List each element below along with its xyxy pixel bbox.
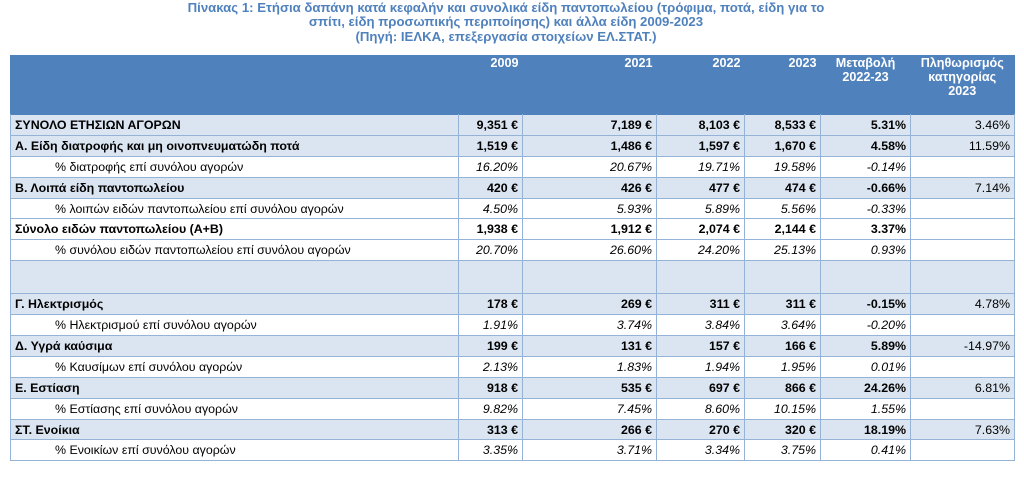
row-label: Δ. Υγρά καύσιμα [11, 336, 459, 357]
cell-inflation [911, 240, 1015, 261]
cell-2022: 8.60% [657, 398, 745, 419]
table-row-fuels [11, 336, 1015, 357]
row-label: ΣΥΝΟΛΟ ΕΤΗΣΙΩΝ ΑΓΟΡΩΝ [11, 115, 459, 136]
cell-2009: 3.35% [459, 440, 523, 461]
row-label: % διατροφής επί συνόλου αγορών [11, 156, 459, 177]
cell-inflation [911, 398, 1015, 419]
cell-2009: 178 € [459, 294, 523, 315]
table-row-dining-share [11, 398, 1015, 419]
table-row-food-share [11, 156, 1015, 177]
row-label: % Καυσίμων επί συνόλου αγορών [11, 356, 459, 377]
cell-inflation [911, 156, 1015, 177]
table-row-food [11, 135, 1015, 156]
cell-2009: 420 € [459, 177, 523, 198]
caption-line-1: Πίνακας 1: Ετήσια δαπάνη κατά κεφαλήν και συνολικά είδη παντοπωλείου (τρόφιμα, ποτά, είδη για το [187, 0, 825, 15]
cell-2023: 19.58% [745, 156, 821, 177]
cell-2009: 918 € [459, 377, 523, 398]
cell-2009: 20.70% [459, 240, 523, 261]
cell-2023: 25.13% [745, 240, 821, 261]
cell-2021: 266 € [523, 419, 657, 440]
header-label [11, 56, 459, 115]
header-change [821, 56, 911, 115]
table-spacer-row [11, 261, 1015, 294]
cell-change: 0.93% [821, 240, 911, 261]
cell-2022: 24.20% [657, 240, 745, 261]
cell-2023: 1.95% [745, 356, 821, 377]
cell-2022: 477 € [657, 177, 745, 198]
cell-2022: 5.89% [657, 198, 745, 219]
cell-change: 1.55% [821, 398, 911, 419]
cell-2021: 26.60% [523, 240, 657, 261]
header-2021: 2021 [523, 56, 657, 115]
row-label: ΣΤ. Ενοίκια [11, 419, 459, 440]
cell-2022: 19.71% [657, 156, 745, 177]
cell-change: -0.14% [821, 156, 911, 177]
table-caption [0, 0, 1018, 44]
cell-2021: 3.74% [523, 315, 657, 336]
cell-2009: 199 € [459, 336, 523, 357]
spacer-cell [459, 261, 523, 294]
table-row-other-grocery [11, 177, 1015, 198]
cell-2021: 535 € [523, 377, 657, 398]
cell-change: 0.41% [821, 440, 911, 461]
row-label: % συνόλου ειδών παντοπωλείου επί συνόλου αγορών [11, 240, 459, 261]
cell-change: 5.31% [821, 115, 911, 136]
cell-2022: 3.34% [657, 440, 745, 461]
table-row-fuels-share [11, 356, 1015, 377]
table-row-dining [11, 377, 1015, 398]
cell-2022: 8,103 € [657, 115, 745, 136]
row-label: % Εστίασης επί συνόλου αγορών [11, 398, 459, 419]
table-row-grocery-total [11, 219, 1015, 240]
table-row-rent-share [11, 440, 1015, 461]
header-change-line-1: Μεταβολή [835, 56, 896, 70]
cell-change: 24.26% [821, 377, 911, 398]
caption-line-2: σπίτι, είδη προσωπικής περιποίησης) και άλλα είδη 2009-2023 [308, 14, 704, 30]
cell-inflation: -14.97% [911, 336, 1015, 357]
cell-2023: 3.64% [745, 315, 821, 336]
table-row-electricity-share [11, 315, 1015, 336]
cell-2009: 4.50% [459, 198, 523, 219]
spacer-cell [657, 261, 745, 294]
cell-inflation: 4.78% [911, 294, 1015, 315]
cell-2022: 157 € [657, 336, 745, 357]
cell-2021: 7,189 € [523, 115, 657, 136]
header-inflation-line-1: Πληθωρισμός [920, 56, 1004, 70]
table-row-other-grocery-share [11, 198, 1015, 219]
cell-change: -0.20% [821, 315, 911, 336]
cell-2009: 313 € [459, 419, 523, 440]
cell-inflation [911, 356, 1015, 377]
cell-change: -0.15% [821, 294, 911, 315]
cell-change: 18.19% [821, 419, 911, 440]
header-inflation [911, 56, 1015, 115]
cell-inflation [911, 440, 1015, 461]
cell-2022: 2,074 € [657, 219, 745, 240]
cell-inflation [911, 219, 1015, 240]
header-inflation-line-2: κατηγορίας [928, 70, 997, 84]
cell-2022: 270 € [657, 419, 745, 440]
cell-2009: 1.91% [459, 315, 523, 336]
cell-2021: 131 € [523, 336, 657, 357]
cell-2009: 16.20% [459, 156, 523, 177]
cell-inflation: 3.46% [911, 115, 1015, 136]
table-row-total-purchases [11, 115, 1015, 136]
header-inflation-line-3: 2023 [948, 84, 977, 98]
row-label: Α. Είδη διατροφής και μη οινοπνευματώδη ποτά [11, 135, 459, 156]
cell-inflation [911, 315, 1015, 336]
header-2009: 2009 [459, 56, 523, 115]
cell-change: 5.89% [821, 336, 911, 357]
header-change-line-2: 2022-23 [842, 70, 889, 84]
cell-2021: 1,912 € [523, 219, 657, 240]
row-label: Σύνολο ειδών παντοπωλείου (Α+Β) [11, 219, 459, 240]
row-label: Γ. Ηλεκτρισμός [11, 294, 459, 315]
cell-2009: 9.82% [459, 398, 523, 419]
spacer-cell [745, 261, 821, 294]
cell-inflation [911, 198, 1015, 219]
cell-inflation: 7.63% [911, 419, 1015, 440]
cell-2023: 2,144 € [745, 219, 821, 240]
cell-change: -0.66% [821, 177, 911, 198]
cell-inflation: 11.59% [911, 135, 1015, 156]
cell-2021: 1.83% [523, 356, 657, 377]
cell-2021: 1,486 € [523, 135, 657, 156]
row-label: % Ενοικίων επί συνόλου αγορών [11, 440, 459, 461]
cell-change: -0.33% [821, 198, 911, 219]
cell-change: 4.58% [821, 135, 911, 156]
header-2022: 2022 [657, 56, 745, 115]
cell-2021: 426 € [523, 177, 657, 198]
cell-2022: 1,597 € [657, 135, 745, 156]
cell-change: 0.01% [821, 356, 911, 377]
cell-2022: 311 € [657, 294, 745, 315]
spacer-cell [11, 261, 459, 294]
cell-inflation: 6.81% [911, 377, 1015, 398]
caption-line-3: (Πηγή: ΙΕΛΚΑ, επεξεργασία στοιχείων ΕΛ.ΣΤΑΤ.) [355, 28, 657, 44]
cell-2023: 8,533 € [745, 115, 821, 136]
cell-2021: 7.45% [523, 398, 657, 419]
expenditure-table [10, 55, 1015, 461]
spacer-cell [911, 261, 1015, 294]
cell-change: 3.37% [821, 219, 911, 240]
row-label: Ε. Εστίαση [11, 377, 459, 398]
spacer-cell [523, 261, 657, 294]
cell-2021: 269 € [523, 294, 657, 315]
row-label: % λοιπών ειδών παντοπωλείου επί συνόλου αγορών [11, 198, 459, 219]
cell-2009: 9,351 € [459, 115, 523, 136]
header-2023: 2023 [745, 56, 821, 115]
cell-2021: 20.67% [523, 156, 657, 177]
spacer-cell [821, 261, 911, 294]
table-row-rent [11, 419, 1015, 440]
cell-2021: 3.71% [523, 440, 657, 461]
cell-2023: 1,670 € [745, 135, 821, 156]
table-row-grocery-total-share [11, 240, 1015, 261]
row-label: Β. Λοιπά είδη παντοπωλείου [11, 177, 459, 198]
cell-2022: 697 € [657, 377, 745, 398]
cell-2022: 1.94% [657, 356, 745, 377]
table-row-electricity [11, 294, 1015, 315]
cell-2023: 866 € [745, 377, 821, 398]
header-row [11, 56, 1015, 115]
cell-2009: 2.13% [459, 356, 523, 377]
cell-2022: 3.84% [657, 315, 745, 336]
cell-2023: 166 € [745, 336, 821, 357]
row-label: % Ηλεκτρισμού επί συνόλου αγορών [11, 315, 459, 336]
cell-2021: 5.93% [523, 198, 657, 219]
cell-2023: 10.15% [745, 398, 821, 419]
cell-2009: 1,938 € [459, 219, 523, 240]
cell-2023: 3.75% [745, 440, 821, 461]
cell-2023: 311 € [745, 294, 821, 315]
cell-2009: 1,519 € [459, 135, 523, 156]
cell-2023: 320 € [745, 419, 821, 440]
cell-2023: 474 € [745, 177, 821, 198]
cell-2023: 5.56% [745, 198, 821, 219]
cell-inflation: 7.14% [911, 177, 1015, 198]
